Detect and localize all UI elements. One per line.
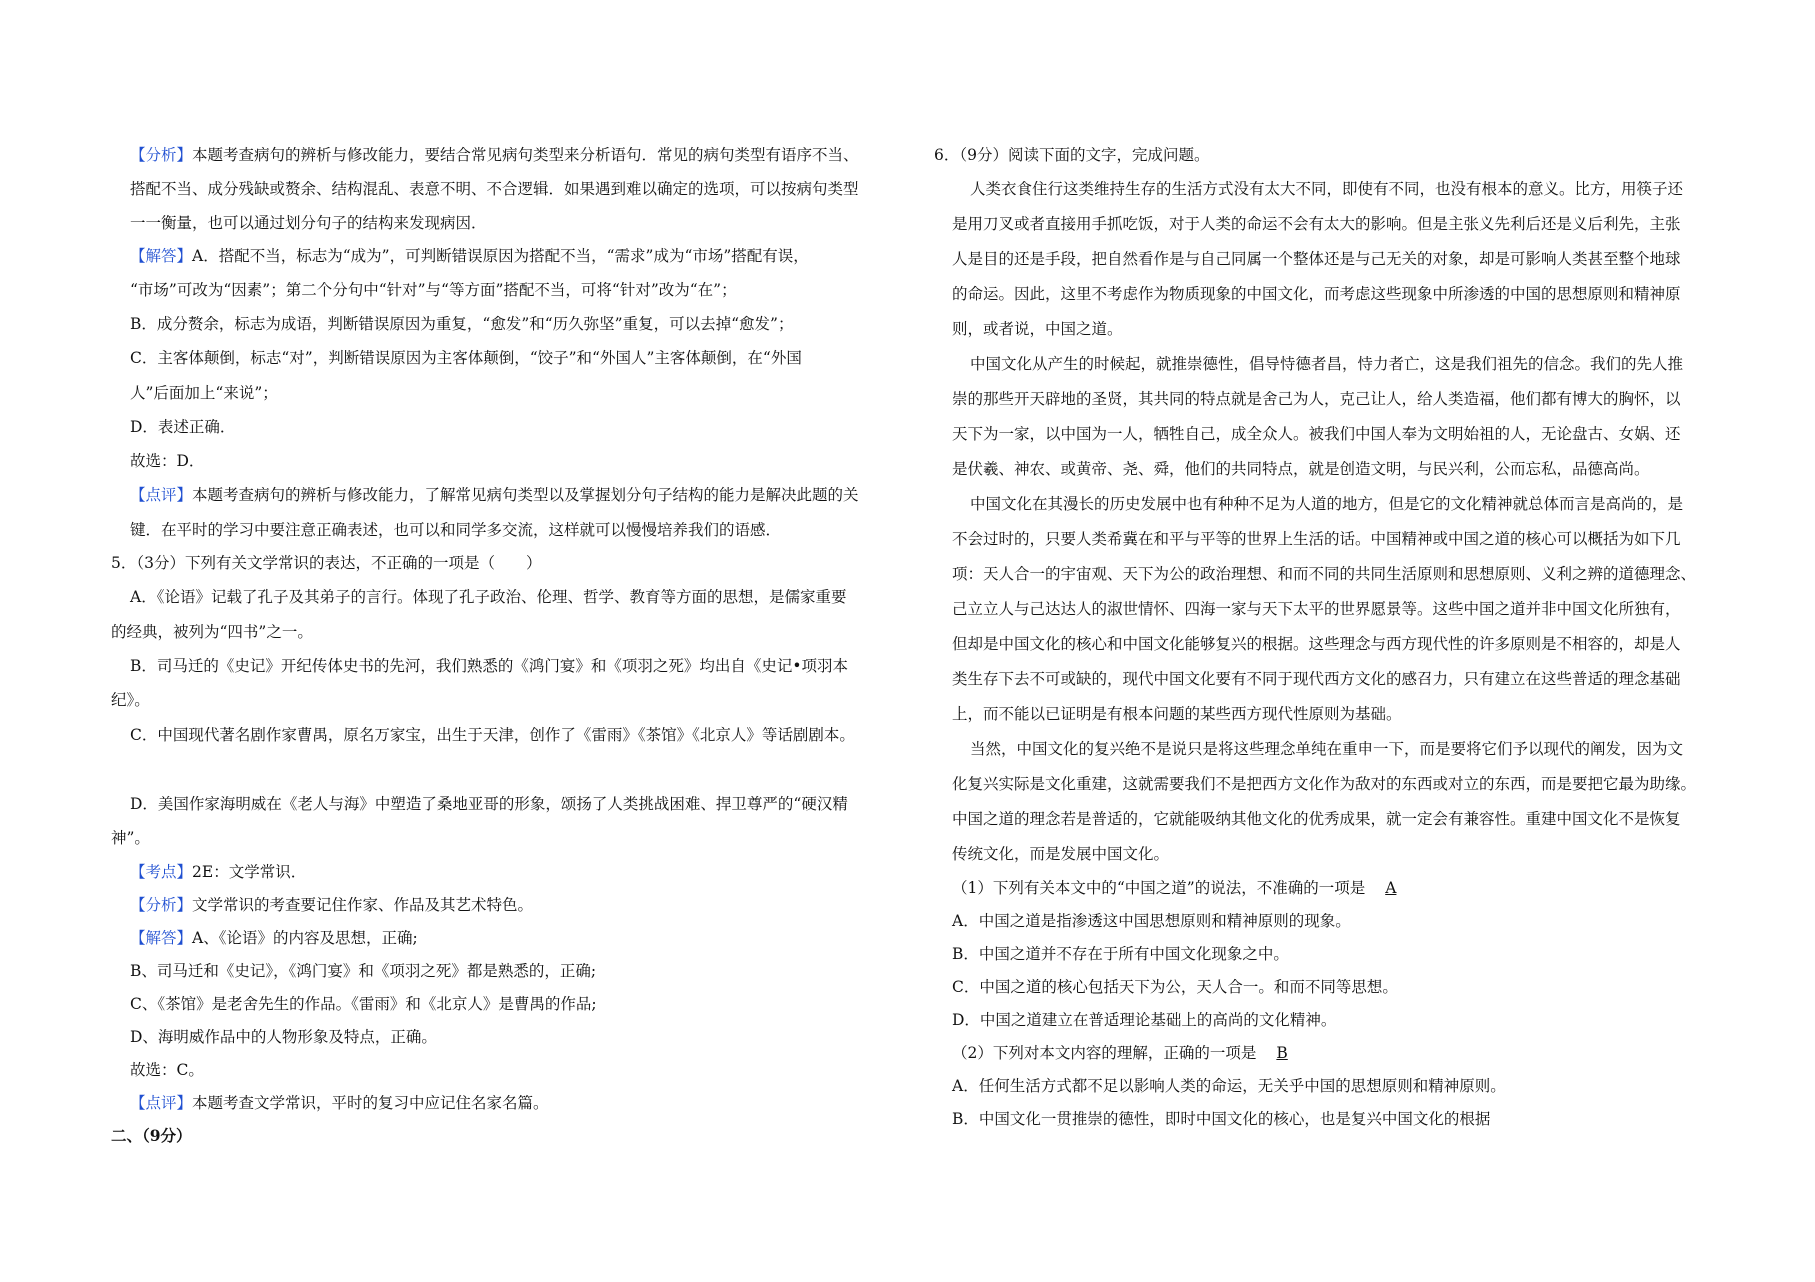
answer-tag: 【 解答 】 xyxy=(130,247,192,265)
q5-answer-line: C、《茶馆》是老舍先生的作品。《雷雨》和《北京人》是曹禺的作品; xyxy=(130,995,597,1013)
q5-option-line: C．中国现代著名剧作家曹禺，原名万家宝，出生于天津，创作了《雷雨》《茶馆》《北京人》等话剧剧本。 xyxy=(130,726,855,744)
sub1-option: A．中国之道是指渗透这中国思想原则和精神原则的现象。 xyxy=(952,912,1351,930)
q5-stem: 5．（3分）下列有关文学常识的表达，不正确的一项是（ ） xyxy=(111,554,542,572)
passage-line: 中国文化在其漫长的历史发展中也有种种不足为人道的地方，但是它的文化精神就总体而言是高尚的，是 xyxy=(970,495,1684,513)
passage-line: 传统文化，而是发展中国文化。 xyxy=(952,845,1170,863)
q4-answer-line: 人”后面加上“来说”； xyxy=(130,384,278,402)
q4-analysis-line: 搭配不当、成分残缺或赘余、结构混乱、表意不明、不合逻辑．如果遇到难以确定的选项，可以按病句类型 xyxy=(130,180,859,198)
passage-line: 则，或者说，中国之道。 xyxy=(952,320,1123,338)
passage-line: 人是目的还是手段，把自然看作是与自己同属一个整体还是与己无关的对象，却是可影响人类甚至整个地球 xyxy=(952,250,1681,268)
answer-blank: B xyxy=(1276,1044,1288,1062)
q4-comment-line: 【 点评 】 本题考查病句的辨析与修改能力，了解常见病句类型以及掌握划分句子结构的能力是解决此题的关 xyxy=(130,483,859,505)
q5-answer-line: 故选：C。 xyxy=(130,1061,204,1079)
q5-option-line: D．美国作家海明威在《老人与海》中塑造了桑地亚哥的形象，颂扬了人类挑战困难、捍卫尊严的“硬汉精 xyxy=(130,795,848,813)
sub1-option: B．中国之道并不存在于所有中国文化现象之中。 xyxy=(952,945,1289,963)
passage-line: 天下为一家，以中国为一人，牺牲自己，成全众人。被我们中国人奉为文明始祖的人，无论盘古、女娲、还 xyxy=(952,425,1681,443)
passage-line: 但却是中国文化的核心和中国文化能够复兴的根据。这些理念与西方现代性的许多原则是不相容的，却是人 xyxy=(952,635,1681,653)
passage-line: 是伏羲、神农、或黄帝、尧、舜，他们的共同特点，就是创造文明，与民兴利，公而忘私，品德高尚。 xyxy=(952,460,1650,478)
passage-line: 崇的那些开天辟地的圣贤，其共同的特点就是舍己为人，克己让人，给人类造福，他们都有博大的胸怀，以 xyxy=(952,390,1681,408)
analysis-tag: 【 分析 】 xyxy=(130,146,192,164)
q5-option-line: 神”。 xyxy=(111,829,150,847)
q4-answer-line: D．表述正确． xyxy=(130,418,236,436)
sub-question-1: （1）下列有关本文中的“中国之道”的说法，不准确的一项是 A xyxy=(952,876,1416,898)
passage-line: 人类衣食住行这类维持生存的生活方式没有太大不同，即使有不同，也没有根本的意义。比方，用筷子还 xyxy=(970,180,1684,198)
passage-line: 化复兴实际是文化重建，这就需要我们不是把西方文化作为敌对的东西或对立的东西，而是要把它最为助缘。 xyxy=(952,775,1697,793)
q6-stem: 6．（9分）阅读下面的文字，完成问题。 xyxy=(934,146,1210,164)
q4-answer-line: B．成分赘余，标志为成语，判断错误原因为重复，“愈发”和“历久弥坚”重复，可以去掉“愈发”； xyxy=(130,315,794,333)
q5-comment-line: 【 点评 】 本题考查文学常识，平时的复习中应记住名家名篇。 xyxy=(130,1091,549,1113)
sub2-option: A．任何生活方式都不足以影响人类的命运，无关乎中国的思想原则和精神原则。 xyxy=(952,1077,1506,1095)
comment-tag: 【 点评 】 xyxy=(130,486,192,504)
q5-option-line: B．司马迁的《史记》开纪传体史书的先河，我们熟悉的《鸿门宴》和《项羽之死》均出自《史记•项羽本 xyxy=(130,657,849,675)
q5-kaodian-line: 【 考点 】 2E：文学常识． xyxy=(130,860,306,882)
analysis-tag: 【 分析 】 xyxy=(130,896,192,914)
passage-line: 己立立人与己达达人的淑世情怀、四海一家与天下太平的世界愿景等。这些中国之道并非中国文化所独有， xyxy=(952,600,1681,618)
q4-analysis-line: 【 分析 】 本题考查病句的辨析与修改能力，要结合常见病句类型来分析语句．常见的病句类型有语序不当、 xyxy=(130,143,859,165)
answer-blank: A xyxy=(1385,879,1397,897)
answer-tag: 【 解答 】 xyxy=(130,929,192,947)
passage-line: 中国文化从产生的时候起，就推崇德性，倡导恃德者昌，恃力者亡，这是我们祖先的信念。我们的先人推 xyxy=(970,355,1684,373)
kaodian-tag: 【 考点 】 xyxy=(130,863,192,881)
passage-line: 不会过时的，只要人类希冀在和平与平等的世界上生活的话。中国精神或中国之道的核心可以概括为如下几 xyxy=(952,530,1681,548)
sub-question-2: （2）下列对本文内容的理解，正确的一项是 B xyxy=(952,1041,1308,1063)
q5-answer-line: D、海明威作品中的人物形象及特点，正确。 xyxy=(130,1028,437,1046)
q5-answer-line: 【 解答 】 A、《论语》的内容及思想，正确; xyxy=(130,926,418,948)
comment-tag: 【 点评 】 xyxy=(130,1094,192,1112)
passage-line: 中国之道的理念若是普适的，它就能吸纳其他文化的优秀成果，就一定会有兼容性。重建中国文化不是恢复 xyxy=(952,810,1681,828)
q5-option-line: 的经典，被列为“四书”之一。 xyxy=(111,623,313,641)
q5-analysis-line: 【 分析 】 文学常识的考查要记住作家、作品及其艺术特色。 xyxy=(130,893,533,915)
section-heading: 二、（9分） xyxy=(111,1126,192,1145)
q4-answer-line: C．主客体颠倒，标志“对”，判断错误原因为主客体颠倒，“饺子”和“外国人”主客体颠倒，在“外国 xyxy=(130,349,802,367)
passage-line: 项：天人合一的宇宙观、天下为公的政治理想、和而不同的共同生活原则和思想原则、义利之辨的道德理念、 xyxy=(952,565,1697,583)
q4-comment-line: 键．在平时的学习中要注意正确表述，也可以和同学多交流，这样就可以慢慢培养我们的语感． xyxy=(130,521,782,539)
sub1-option: D．中国之道建立在普适理论基础上的高尚的文化精神。 xyxy=(952,1011,1337,1029)
q4-answer-line: “市场”可改为“因素”；第二个分句中“针对”与“等方面”搭配不当，可将“针对”改为“在”； xyxy=(130,281,737,299)
q4-answer-line: 故选：D． xyxy=(130,452,205,470)
passage-line: 类生存下去不可或缺的，现代中国文化要有不同于现代西方文化的感召力，只有建立在这些普适的理念基础 xyxy=(952,670,1681,688)
q5-option-line: A．《论语》记载了孔子及其弟子的言行。体现了孔子政治、伦理、哲学、教育等方面的思想，是儒家重要 xyxy=(130,588,847,606)
sub2-option: B．中国文化一贯推崇的德性，即时中国文化的核心，也是复兴中国文化的根据 xyxy=(952,1110,1491,1128)
q5-option-line: 纪》。 xyxy=(111,691,150,709)
passage-line: 上，而不能以已证明是有根本问题的某些西方现代性原则为基础。 xyxy=(952,705,1402,723)
q4-answer-line: 【 解答 】 A．搭配不当，标志为“成为”，可判断错误原因为搭配不当，“需求”成为“市场”搭配有误， xyxy=(130,244,809,266)
passage-line: 的命运。因此，这里不考虑作为物质现象的中国文化，而考虑这些现象中所渗透的中国的思想原则和精神原 xyxy=(952,285,1681,303)
sub1-option: C．中国之道的核心包括天下为公，天人合一。和而不同等思想。 xyxy=(952,978,1398,996)
passage-line: 当然，中国文化的复兴绝不是说只是将这些理念单纯在重申一下，而是要将它们予以现代的阐发，因为文 xyxy=(970,740,1684,758)
q4-analysis-line: 一一衡量，也可以通过划分句子的结构来发现病因． xyxy=(130,214,487,232)
q5-answer-line: B、司马迁和《史记》，《鸿门宴》和《项羽之死》都是熟悉的，正确; xyxy=(130,962,597,980)
passage-line: 是用刀叉或者直接用手抓吃饭，对于人类的命运不会有太大的影响。但是主张义先利后还是义后利先，主张 xyxy=(952,215,1681,233)
